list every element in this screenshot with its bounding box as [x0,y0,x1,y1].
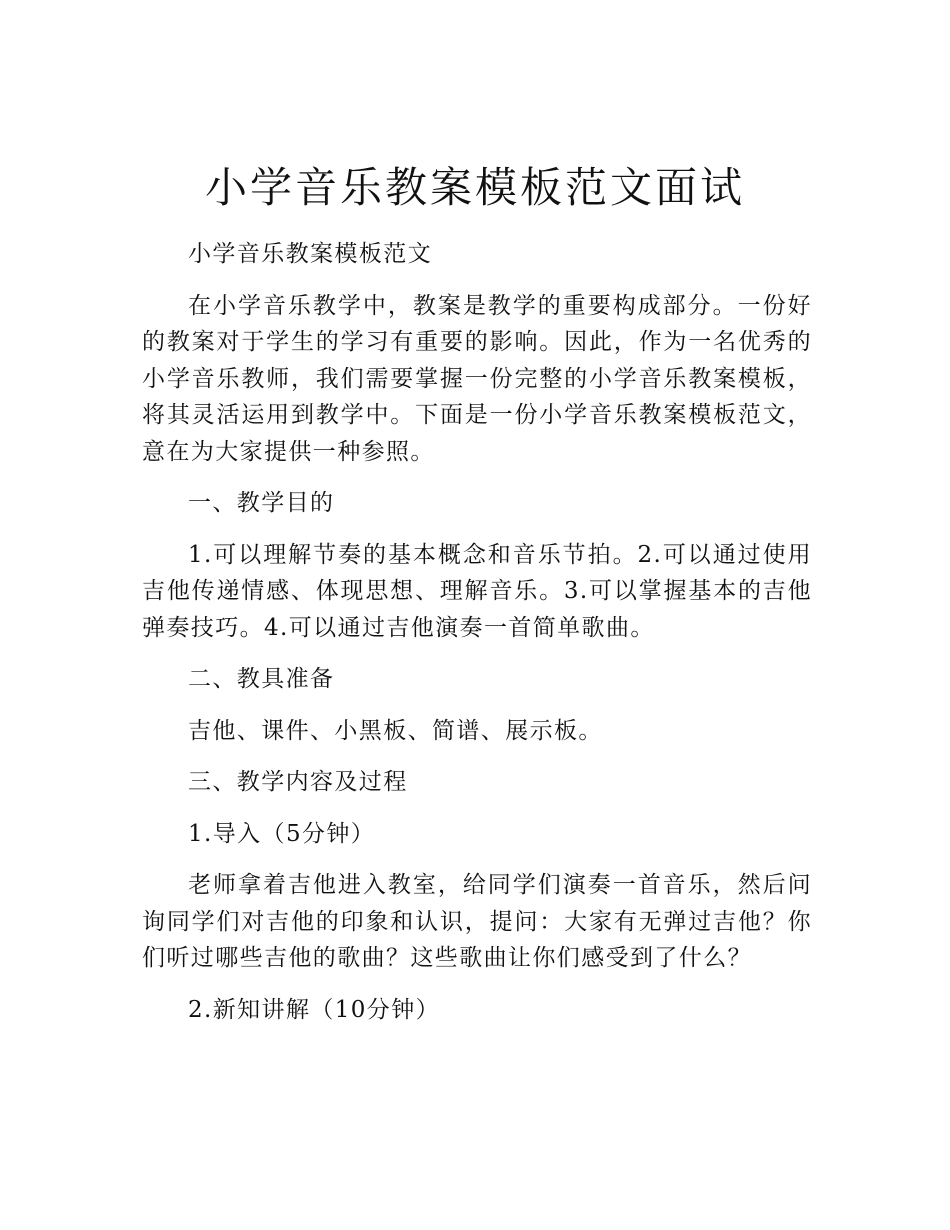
paragraph-teaching-goals: 1.可以理解节奏的基本概念和音乐节拍。2.可以通过使用吉他传递情感、体现思想、理解音乐。3.可以掌握基本的吉他弹奏技巧。4.可以通过吉他演奏一首简单歌曲。 [142,541,812,641]
heading-teaching-tools: 二、教具准备 [188,666,335,692]
heading-teaching-goals: 一、教学目的 [188,490,335,516]
document-body [142,236,812,1043]
document-title: 小学音乐教案模板范文面试 [204,163,745,212]
paragraph-teaching-tools: 吉他、课件、小黑板、简谱、展示板。 [188,717,603,744]
paragraph-subtitle: 小学音乐教案模板范文 [188,241,432,267]
heading-new-knowledge-step: 2.新知讲解（10分钟） [188,996,441,1023]
heading-teaching-process: 三、教学内容及过程 [188,769,408,795]
paragraph-intro: 在小学音乐教学中，教案是教学的重要构成部分。一份好的教案对于学生的学习有重要的影响。因此，作为一名优秀的小学音乐教师，我们需要掌握一份完整的小学音乐教案模板，将其灵活运用到教学中。下面是一份小学音乐教案模板范文，意在为大家提供一种参照。 [142,292,812,465]
paragraph-introduction-step: 老师拿着吉他进入教室，给同学们演奏一首音乐，然后问询同学们对吉他的印象和认识，提问：大家有无弹过吉他？你们听过哪些吉他的歌曲？这些歌曲让你们感受到了什么？ [142,872,812,971]
heading-introduction-step: 1.导入（5分钟） [188,820,376,847]
